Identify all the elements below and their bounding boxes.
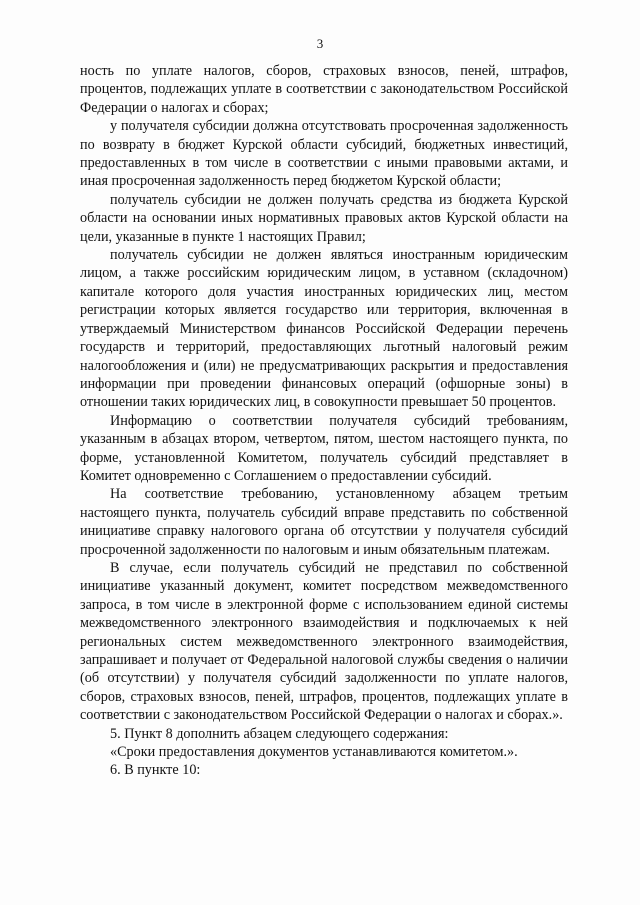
paragraph: На соответствие требованию, установленному абзацем третьим настоящего пункта, получатель субсидий вправе представить по собственной инициативе справку налогового органа об отсутствии у получателя субсидий просроченной задолженности по налоговым и иным обязательным платежам. [80,486,568,558]
paragraph: 6. В пункте 10: [110,762,201,779]
document-body [80,62,568,780]
paragraph: у получателя субсидии должна отсутствовать просроченная задолженность по возврату в бюджет Курской области субсидий, бюджетных инвестиций, предоставленных в том числе в соответствии с иными правовыми актами, и иная просроченная задолженность перед бюджетом Курской области; [80,118,568,190]
page-number: 3 [316,36,324,51]
paragraph: получатель субсидии не должен являться иностранным юридическим лицом, а также российским юридическим лицом, в уставном (складочном) капитале которого доля участия иностранных юридических лиц, местом регистрации которых является государство или территория, включенная в утверждаемый Министерством финансов Российской Федерации перечень государств и территорий, предоставляющих льготный налоговый режим налогообложения и (или) не предусматривающих раскрытия и предоставления информации при проведении финансовых операций (офшорные зоны) в отношении таких юридических лиц, в совокупности превышает 50 процентов. [80,247,568,411]
paragraph: ность по уплате налогов, сборов, страховых взносов, пеней, штрафов, процентов, подлежащих уплате в соответствии с законодательством Российской Федерации о налогах и сборах; [80,63,568,116]
paragraph: Информацию о соответствии получателя субсидий требованиям, указанным в абзацах втором, четвертом, пятом, шестом настоящего пункта, по форме, установленной Комитетом, получатель субсидий представляет в Комитет одновременно с Соглашением о предоставлении субсидий. [80,412,568,484]
paragraph: 5. Пункт 8 дополнить абзацем следующего содержания: [110,725,449,742]
paragraph: получатель субсидии не должен получать средства из бюджета Курской области на основании иных нормативных правовых актов Курской области на цели, указанные в пункте 1 настоящих Правил; [80,191,568,245]
paragraph: В случае, если получатель субсидий не представил по собственной инициативе указанный документ, комитет посредством межведомственного запроса, в том числе в электронной форме с использованием единой системы межведомственного электронного взаимодействия и подключаемых к ней региональных систем межведомственного электронного взаимодействия, запрашивает и получает от Федеральной налоговой службы сведения о наличии (об отсутствии) у получателя субсидий задолженности по уплате налогов, сборов, страховых взносов, пеней, штрафов, процентов, подлежащих уплате в соответствии с законодательством Российской Федерации о налогах и сборах.». [80,559,568,724]
paragraph: «Сроки предоставления документов устанавливаются комитетом.». [110,744,518,761]
